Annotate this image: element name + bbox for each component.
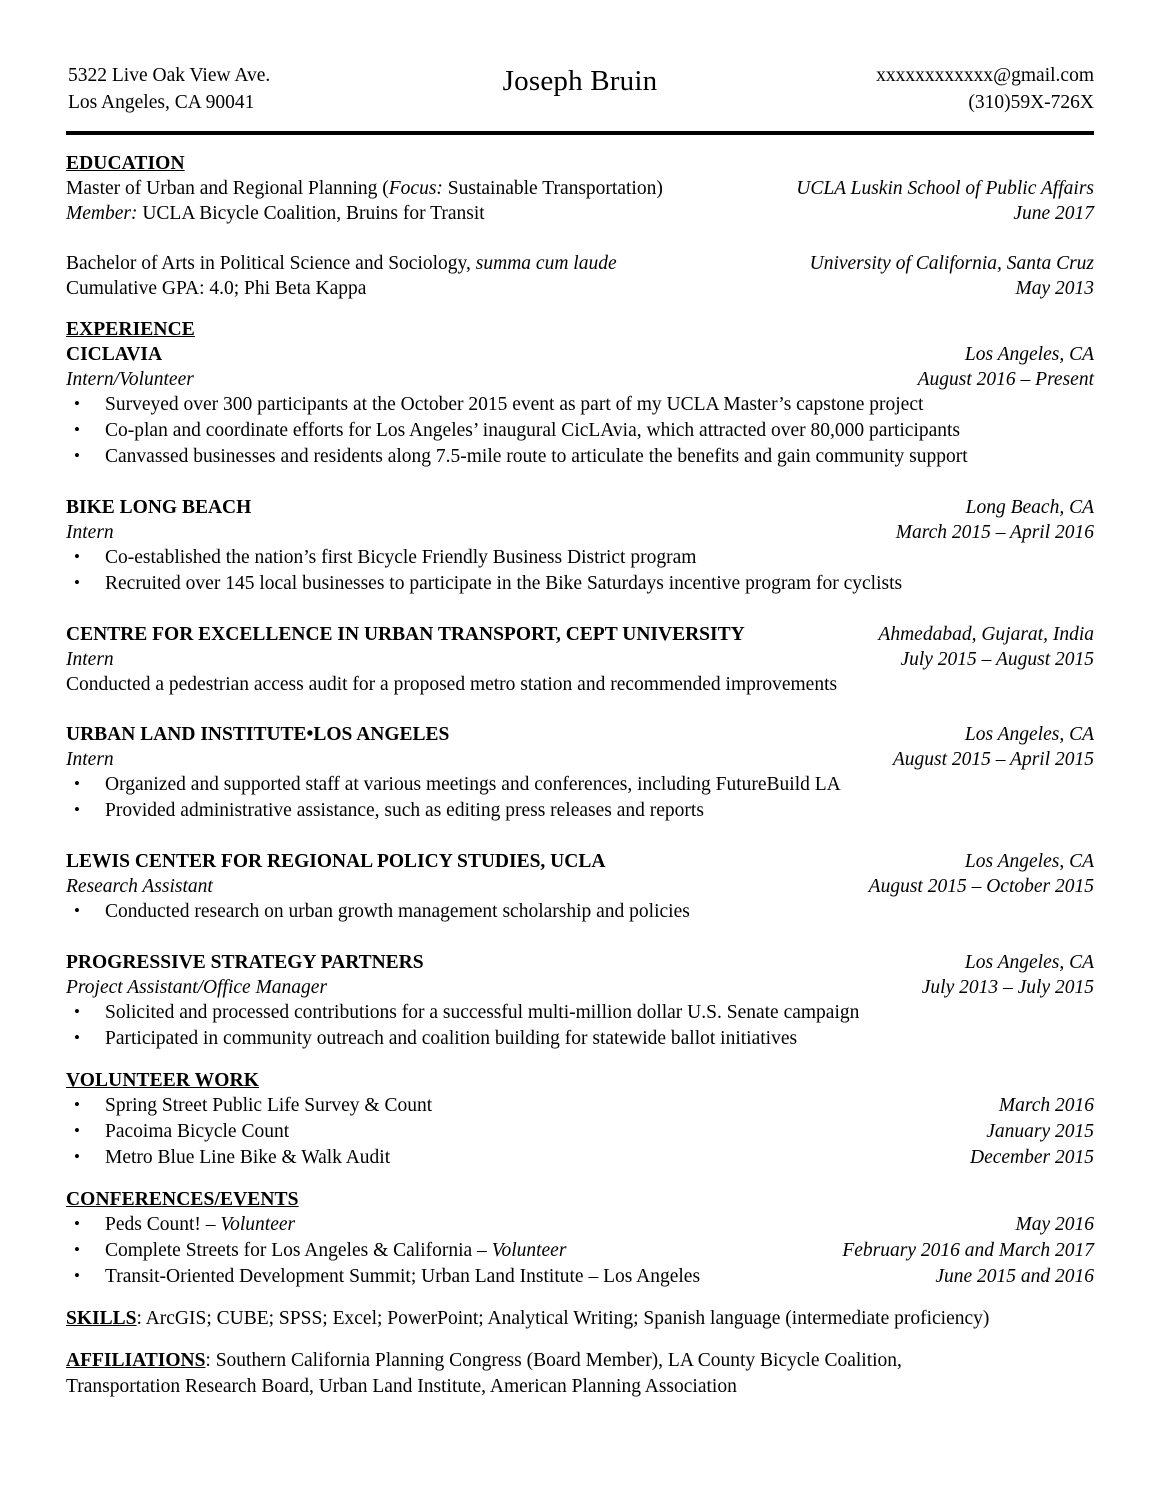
job-location: Los Angeles, CA xyxy=(964,851,1094,872)
job-header xyxy=(66,722,1094,747)
conference-text xyxy=(105,1264,700,1290)
section-title-volunteer: VOLUNTEER WORK xyxy=(66,1070,259,1091)
conferences-list xyxy=(66,1212,1094,1290)
job-location: Ahmedabad, Gujarat, India xyxy=(878,624,1094,645)
experience-spacer xyxy=(66,697,1094,722)
job-role: Project Assistant/Office Manager xyxy=(66,977,328,998)
education-1-detail-label: Member: xyxy=(66,203,138,224)
header-divider xyxy=(66,131,1094,135)
job-subheader xyxy=(66,975,1094,1000)
affiliations-line-1 xyxy=(66,1348,1094,1374)
list-item xyxy=(66,1119,1094,1145)
section-volunteer-work xyxy=(66,1068,1094,1171)
volunteer-date: January 2015 xyxy=(986,1121,1094,1142)
job-dates: March 2015 – April 2016 xyxy=(895,522,1094,543)
volunteer-date: March 2016 xyxy=(998,1095,1094,1116)
conference-role: Volunteer xyxy=(491,1240,567,1261)
section-education xyxy=(66,151,1094,301)
job-bullet-list xyxy=(66,392,1094,470)
job-org: LEWIS CENTER FOR REGIONAL POLICY STUDIES, UCLA xyxy=(66,851,606,872)
degree-2 xyxy=(66,251,617,276)
education-1-date: June 2017 xyxy=(1013,203,1094,224)
experience-entry xyxy=(66,722,1094,824)
job-role: Intern/Volunteer xyxy=(66,369,194,390)
volunteer-date: December 2015 xyxy=(970,1147,1094,1168)
resume-header xyxy=(66,62,1094,130)
education-spacer xyxy=(66,226,1094,251)
job-subheader xyxy=(66,647,1094,672)
job-dates: August 2015 – April 2015 xyxy=(892,749,1094,770)
conference-text xyxy=(105,1212,295,1238)
experience-spacer xyxy=(66,925,1094,950)
section-experience xyxy=(66,317,1094,1052)
education-entry-1-line-2 xyxy=(66,201,1094,226)
phone-text: (310)59X-726X xyxy=(968,92,1094,113)
candidate-name: Joseph Bruin xyxy=(502,65,658,97)
experience-entry xyxy=(66,849,1094,925)
contact-details xyxy=(876,62,1094,116)
job-header xyxy=(66,495,1094,520)
job-header xyxy=(66,849,1094,874)
job-location: Long Beach, CA xyxy=(965,497,1094,518)
job-subheader xyxy=(66,747,1094,772)
job-role: Research Assistant xyxy=(66,876,213,897)
experience-spacer xyxy=(66,824,1094,849)
volunteer-text: • Spring Street Public Life Survey & Count xyxy=(105,1095,433,1116)
list-item: • Organized and supported staff at various meetings and conferences, including FutureBuild LA xyxy=(66,772,1094,798)
experience-spacer xyxy=(66,597,1094,622)
experience-entry xyxy=(66,495,1094,597)
degree-2-honors: summa cum laude xyxy=(470,253,617,274)
degree-1-prefix: Master of Urban and Regional Planning ( xyxy=(66,178,389,199)
job-location: Los Angeles, CA xyxy=(964,344,1094,365)
section-skills xyxy=(66,1306,1094,1332)
experience-entry xyxy=(66,950,1094,1052)
list-item: • Participated in community outreach and coalition building for statewide ballot initiatives xyxy=(66,1026,1094,1052)
job-role: Intern xyxy=(66,649,114,670)
job-dates: August 2015 – October 2015 xyxy=(868,876,1094,897)
job-header xyxy=(66,342,1094,367)
conference-role: Volunteer xyxy=(220,1214,296,1235)
volunteer-list xyxy=(66,1093,1094,1171)
conference-date: February 2016 and March 2017 xyxy=(842,1240,1094,1261)
volunteer-text: • Metro Blue Line Bike & Walk Audit xyxy=(105,1147,391,1168)
job-dates: July 2015 – August 2015 xyxy=(900,649,1094,670)
list-item: • Co-established the nation’s first Bicycle Friendly Business District program xyxy=(66,545,1094,571)
list-item: • Solicited and processed contributions for a successful multi-million dollar U.S. Senate campaign xyxy=(66,1000,1094,1026)
job-location: Los Angeles, CA xyxy=(964,952,1094,973)
degree-2-prefix: Bachelor of Arts in Political Science and Sociology, xyxy=(66,253,471,274)
list-item: • Surveyed over 300 participants at the October 2015 event as part of my UCLA Master’s capstone project xyxy=(66,392,1094,418)
list-item xyxy=(66,1238,1094,1264)
section-conferences xyxy=(66,1187,1094,1290)
conference-title: Transit-Oriented Development Summit; Urban Land Institute – Los Angeles xyxy=(105,1266,701,1287)
section-title-education: EDUCATION xyxy=(66,153,185,174)
education-1-detail xyxy=(66,201,485,226)
experience-spacer xyxy=(66,470,1094,495)
resume-content xyxy=(66,62,1094,1400)
job-dates: July 2013 – July 2015 xyxy=(921,977,1094,998)
job-role: Intern xyxy=(66,522,114,543)
job-org: PROGRESSIVE STRATEGY PARTNERS xyxy=(66,952,424,973)
skills-text: : ArcGIS; CUBE; SPSS; Excel; PowerPoint; Analytical Writing; Spanish language (intermediate proficiency) xyxy=(136,1308,990,1329)
conference-date: May 2016 xyxy=(1015,1214,1094,1235)
job-dates: August 2016 – Present xyxy=(917,369,1094,390)
email-text: xxxxxxxxxxxx@gmail.com xyxy=(876,65,1094,86)
job-subheader xyxy=(66,367,1094,392)
job-location: Los Angeles, CA xyxy=(964,724,1094,745)
job-org: URBAN LAND INSTITUTE•LOS ANGELES xyxy=(66,724,450,745)
affiliations-label: AFFILIATIONS xyxy=(66,1350,206,1371)
education-2-detail: Cumulative GPA: 4.0; Phi Beta Kappa xyxy=(66,278,367,299)
degree-1-focus-label: Focus: xyxy=(388,178,443,199)
experience-entry xyxy=(66,622,1094,697)
job-org: BIKE LONG BEACH xyxy=(66,497,252,518)
job-bullet-list xyxy=(66,545,1094,597)
job-header xyxy=(66,950,1094,975)
education-entry-2-line-2 xyxy=(66,276,1094,301)
experience-entry xyxy=(66,342,1094,470)
job-description: Conducted a pedestrian access audit for a proposed metro station and recommended improvements xyxy=(66,674,838,695)
job-header xyxy=(66,622,1094,647)
degree-1-suffix: Sustainable Transportation) xyxy=(442,178,663,199)
job-bullet-list xyxy=(66,772,1094,824)
school-1: UCLA Luskin School of Public Affairs xyxy=(796,178,1094,199)
conference-date: June 2015 and 2016 xyxy=(935,1266,1094,1287)
affiliations-text: : Southern California Planning Congress (Board Member), LA County Bicycle Coalition, xyxy=(205,1350,902,1371)
job-role: Intern xyxy=(66,749,114,770)
section-title-experience: EXPERIENCE xyxy=(66,319,195,340)
education-1-detail-text: UCLA Bicycle Coalition, Bruins for Transit xyxy=(137,203,485,224)
list-item: • Conducted research on urban growth management scholarship and policies xyxy=(66,899,1094,925)
address-line-2: Los Angeles, CA 90041 xyxy=(68,92,255,113)
education-entry-2-line-1 xyxy=(66,251,1094,276)
degree-1 xyxy=(66,176,663,201)
skills-label: SKILLS xyxy=(66,1308,137,1329)
job-org: CENTRE FOR EXCELLENCE IN URBAN TRANSPORT, CEPT UNIVERSITY xyxy=(66,624,745,645)
conference-title: Peds Count! – xyxy=(105,1214,221,1235)
skills-line xyxy=(66,1306,1094,1332)
job-subheader xyxy=(66,520,1094,545)
job-bullet-list xyxy=(66,1000,1094,1052)
list-item xyxy=(66,1093,1094,1119)
volunteer-text: • Pacoima Bicycle Count xyxy=(105,1121,290,1142)
address-line-1: 5322 Live Oak View Ave. xyxy=(68,65,271,86)
list-item xyxy=(66,1212,1094,1238)
education-entry-1-line-1 xyxy=(66,176,1094,201)
school-2: University of California, Santa Cruz xyxy=(809,253,1094,274)
affiliations-line-2: Transportation Research Board, Urban Land Institute, American Planning Association xyxy=(66,1376,737,1397)
job-bullet-list xyxy=(66,899,1094,925)
education-2-date: May 2013 xyxy=(1015,278,1094,299)
list-item: • Recruited over 145 local businesses to participate in the Bike Saturdays incentive program for cyclists xyxy=(66,571,1094,597)
list-item: • Provided administrative assistance, such as editing press releases and reports xyxy=(66,798,1094,824)
list-item: • Co-plan and coordinate efforts for Los Angeles’ inaugural CicLAvia, which attracted over 80,000 participants xyxy=(66,418,1094,444)
section-title-conferences: CONFERENCES/EVENTS xyxy=(66,1189,299,1210)
list-item xyxy=(66,1264,1094,1290)
job-subheader xyxy=(66,874,1094,899)
conference-title: Complete Streets for Los Angeles & California – xyxy=(105,1240,492,1261)
section-affiliations xyxy=(66,1348,1094,1400)
list-item xyxy=(66,1145,1094,1171)
conference-text xyxy=(105,1238,566,1264)
list-item: • Canvassed businesses and residents along 7.5-mile route to articulate the benefits and gain community support xyxy=(66,444,1094,470)
job-org: CICLAVIA xyxy=(66,344,163,365)
